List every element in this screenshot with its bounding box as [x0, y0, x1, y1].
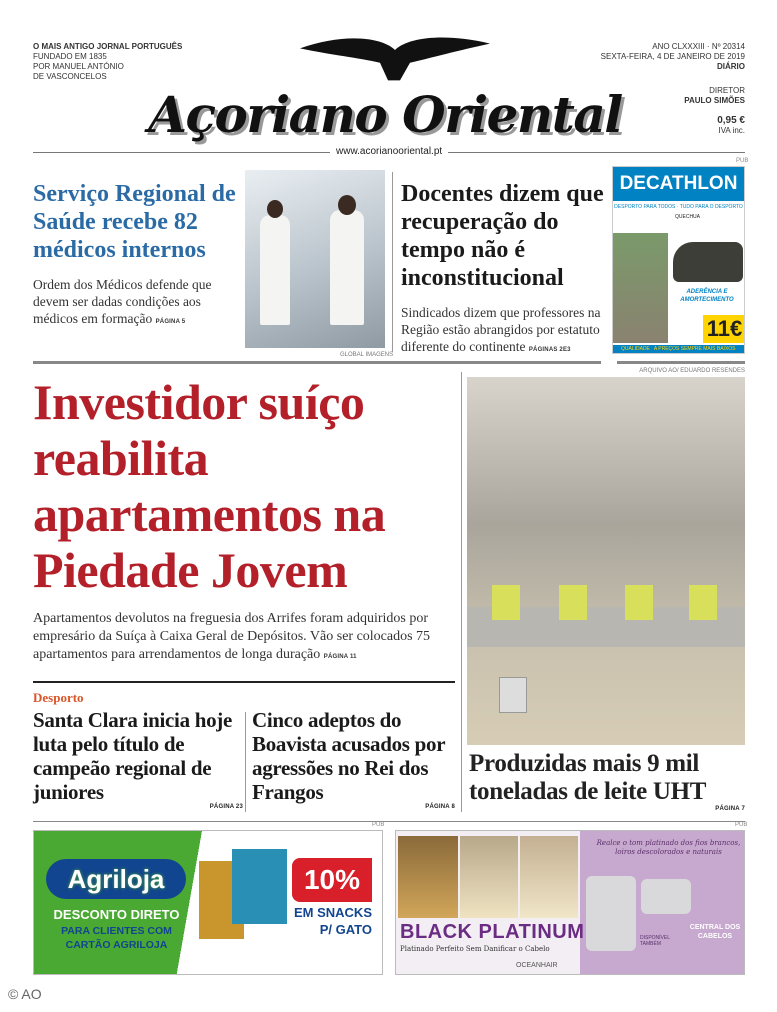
story-main[interactable] [33, 374, 458, 666]
ad-price: 11€ [703, 315, 745, 343]
section-label: Desporto [33, 690, 84, 705]
ad-footer-2: A PREÇOS SEMPRE MAIS BAIXOS [653, 346, 736, 352]
price: 0,95 € [717, 115, 745, 126]
column-divider [392, 172, 393, 352]
ad-line-1: DESCONTO DIRETO [53, 907, 180, 922]
tax-note: IVA inc. [718, 126, 745, 135]
ad-available: DISPONÍVEL TAMBÉM [640, 935, 670, 947]
newspaper-title[interactable]: Açoriano Oriental [148, 85, 622, 144]
photo-credit: GLOBAL IMAGENS [340, 352, 394, 358]
date: SEXTA-FEIRA, 4 DE JANEIRO DE 2019 [600, 52, 745, 61]
doctors-photo [245, 170, 385, 348]
founder-line-1: POR MANUEL ANTÓNIO [33, 62, 124, 71]
story-health[interactable] [33, 180, 243, 331]
story-milk[interactable] [469, 750, 745, 812]
pub-label: PUB [736, 158, 749, 164]
ad-maker: OCEANHAIR [516, 962, 558, 969]
column-divider [245, 712, 246, 812]
copyright: © AO [8, 986, 42, 1002]
page-ref: PÁGINAS 2E3 [528, 347, 571, 353]
ad-line-2: PARA CLIENTES COM [61, 925, 172, 937]
ad-offer-2: P/ GATO [319, 922, 372, 937]
headline: Docentes dizem que recuperação do tempo não é inconstitucional [401, 181, 604, 291]
section-rule [33, 681, 455, 683]
edition: ANO CLXXXIII · Nº 20314 [652, 42, 745, 51]
headline: Serviço Regional de Saúde recebe 82 médicos internos [33, 181, 236, 263]
headline: Produzidas mais 9 mil toneladas de leite UHT [469, 750, 707, 805]
summary: Apartamentos devolutos na freguesia dos Arrifes foram adquiridos por empresário da Suíça à Caixa Geral de Depósitos. Vão ser colocados 75 apartamentos para arrendamentos de longa duração [33, 611, 431, 662]
photo-credit: ARQUIVO AO/ EDUARDO RESENDES [639, 368, 745, 374]
section-rule [33, 361, 601, 364]
ad-tagline: Platinado Perfeito Sem Danificar o Cabelo [400, 945, 550, 953]
column-divider [461, 372, 462, 812]
story-teachers[interactable] [401, 180, 606, 359]
ad-brand: Agriloja [46, 859, 186, 899]
ad-store: CENTRAL DOS CABELOS [689, 924, 741, 940]
story-sport-2[interactable] [252, 708, 455, 810]
ad-footer: QUALIDADE [621, 346, 650, 352]
page-ref: PÁGINA 7 [715, 806, 745, 812]
headline: Cinco adeptos do Boavista acusados por agressões no Rei dos Frangos [252, 708, 445, 804]
ad-discount: 10% [292, 858, 372, 902]
page-ref: PÁGINA 5 [155, 319, 186, 325]
frequency: DIÁRIO [717, 62, 745, 71]
website-link[interactable]: www.acorianooriental.pt [330, 146, 448, 158]
black-platinum-ad[interactable] [395, 830, 745, 975]
summary: Sindicados dizem que professores na Região estão abrangidos por estatuto diferente do continente [401, 305, 601, 354]
page-ref: PÁGINA 8 [425, 804, 455, 810]
page-ref: PÁGINA 23 [209, 804, 243, 810]
section-rule [617, 361, 745, 364]
masthead-info-left [33, 42, 182, 82]
headline: Santa Clara inicia hoje luta pelo título de campeão regional de juniores [33, 708, 233, 804]
eagle-logo-icon [300, 34, 490, 82]
director: PAULO SIMÕES [684, 96, 745, 105]
founder-line-2: DE VASCONCELOS [33, 72, 107, 81]
headline: Investidor suíço reabilita apartamentos na Piedade Jovem [33, 374, 386, 598]
ad-line-3: CARTÃO AGRILOJA [65, 939, 168, 951]
tagline: O MAIS ANTIGO JORNAL PORTUGUÊS [33, 42, 183, 51]
ad-brand: BLACK PLATINUM [400, 921, 585, 943]
page-ref: PÁGINA 11 [323, 654, 357, 660]
pub-label: PUB [372, 822, 385, 828]
pub-label: PUB [735, 822, 748, 828]
ads-rule [33, 821, 745, 822]
director-label: DIRETOR [709, 86, 745, 95]
story-sport-1[interactable] [33, 708, 243, 810]
ad-offer-1: EM SNACKS [293, 905, 372, 920]
summary: Ordem dos Médicos defende que devem ser dadas condições aos médicos em formação [33, 277, 212, 326]
founded: FUNDADO EM 1835 [33, 52, 107, 61]
agriloja-ad[interactable] [33, 830, 383, 975]
ad-slogan: DESPORTO PARA TODOS · TUDO PARA O DESPORTO [614, 204, 743, 210]
decathlon-ad[interactable] [612, 166, 745, 354]
factory-photo [467, 377, 745, 745]
ad-feature: ADERÊNCIA E AMORTECIMENTO [680, 289, 734, 303]
ad-product: QUECHUA [675, 214, 701, 220]
ad-brand: DECATHLON [613, 167, 744, 201]
ad-script: Realce o tom platinado dos fios brancos, loiros descolorados e naturais [596, 839, 741, 856]
